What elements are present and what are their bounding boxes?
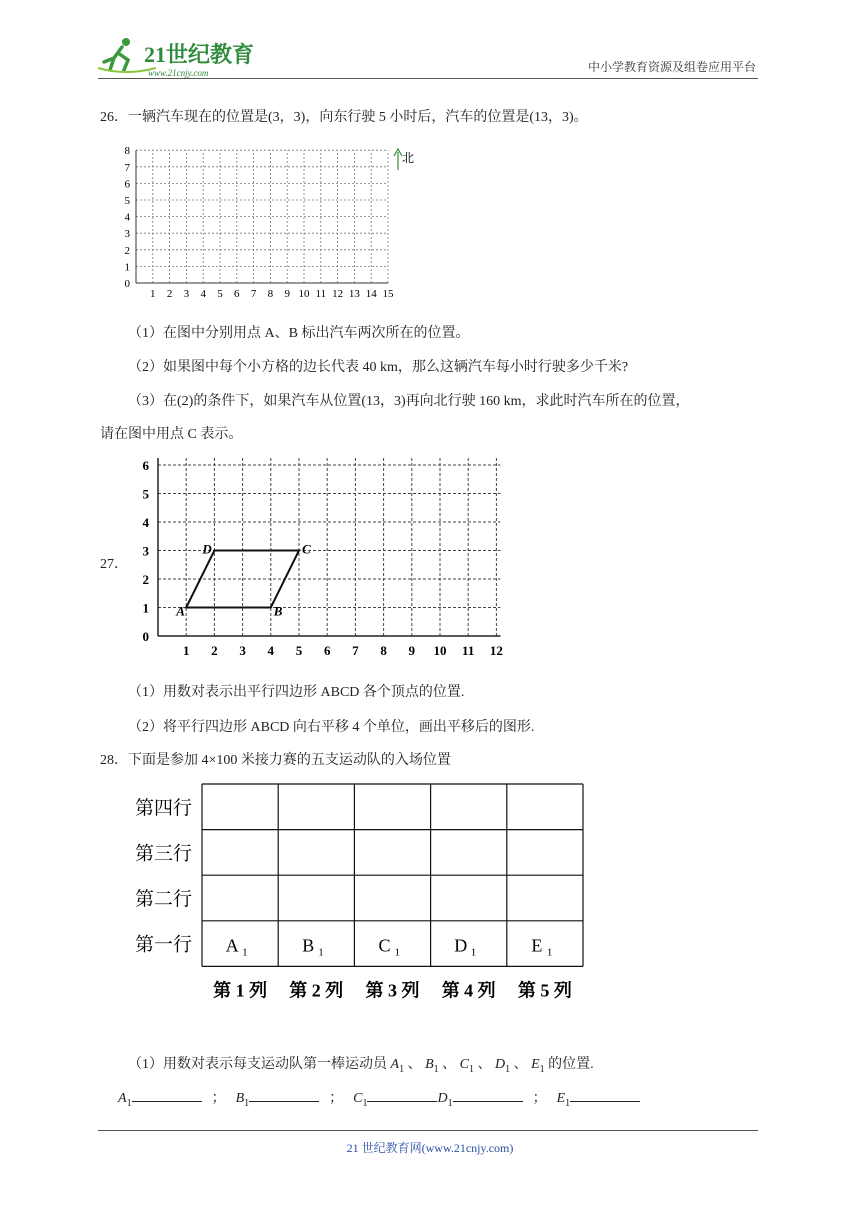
q27-sub1: （1）用数对表示出平行四边形 ABCD 各个顶点的位置. [128,685,465,700]
q27-sub2: （2）将平行四边形 ABCD 向右平移 4 个单位，画出平移后的图形. [128,720,535,735]
y-tick-label: 2 [142,572,149,587]
y-tick-label: 0 [124,278,130,290]
team-marker-subscript: 1 [318,946,324,959]
x-tick-label: 3 [239,643,246,658]
x-tick-label: 12 [489,643,503,658]
team-marker-subscript: 1 [242,946,248,959]
q27-grid [130,458,510,663]
row-label: 第二行 [134,889,192,910]
x-tick-label: 3 [183,288,190,300]
answer-label-c1: $C_1$ [353,1091,368,1109]
var-b1: $B_1$ [425,1057,439,1075]
row-label: 第一行 [134,934,192,956]
x-tick-label: 9 [408,643,416,658]
q28-sub1-vars [390,1057,549,1075]
separator: 、 [513,1057,528,1072]
team-marker-subscript: 1 [470,946,477,959]
logo-text: 21世纪教育 [144,42,255,67]
x-tick-label: 1 [150,288,156,300]
x-tick-label: 8 [380,643,387,658]
north-label: 北 [402,151,415,165]
y-tick-label: 1 [124,261,130,274]
team-marker-d: D [454,935,468,956]
answer-blank-a1[interactable] [132,1089,202,1102]
y-tick-label: 7 [124,161,130,174]
answer-label-a1: $A_1$ [118,1091,132,1109]
x-tick-label: 1 [182,643,190,658]
x-tick-label: 5 [217,288,223,300]
x-tick-label: 11 [462,643,475,658]
x-tick-label: 6 [323,643,331,658]
separator: 、 [477,1057,492,1072]
q28-stem: 28．下面是参加 4×100 米接力赛的五支运动队的入场位置 [100,753,451,768]
x-tick-label: 10 [433,643,447,658]
answer-blank-e1[interactable] [570,1089,640,1102]
x-tick-label: 12 [332,288,344,300]
team-marker-subscript: 1 [546,946,553,959]
y-tick-label: 5 [124,195,130,207]
q26-sub2: （2）如果图中每个小方格的边长代表 40 km，那么这辆汽车每小时行驶多少千米? [128,360,629,375]
q26-sub3a: （3）在(2)的条件下，如果汽车从位置(13，3)再向北行驶 160 km，求此时汽车所在的位置， [128,394,690,409]
vertex-label-b: B [273,603,283,619]
y-tick-label: 0 [142,629,149,644]
separator: ； [329,1091,344,1106]
var-d1: $D_1$ [494,1057,511,1075]
var-c1: $C_1$ [459,1057,474,1075]
team-marker-b: B [302,935,315,956]
column-label: 第 2 列 [289,980,344,1001]
y-tick-label: 6 [124,178,130,191]
var-a1: $A_1$ [390,1057,405,1075]
column-label: 第 3 列 [365,980,420,1001]
x-tick-label: 9 [284,288,290,300]
y-tick-label: 3 [124,228,130,241]
q26-grid [118,140,428,305]
header-divider [98,78,758,79]
separator: ； [532,1091,547,1106]
x-tick-label: 2 [211,643,218,658]
y-tick-label: 4 [124,211,130,224]
separator: 、 [442,1057,457,1072]
footer-text: 21 世纪教育网(www.21cnjy.com) [346,1141,514,1155]
team-marker-e: E [531,935,543,956]
q28-table [122,780,592,1005]
x-tick-label: 11 [315,288,327,300]
y-tick-label: 6 [142,458,149,473]
y-tick-label: 1 [142,600,149,616]
row-label: 第三行 [134,843,192,865]
q28-answer-blanks [118,1087,640,1109]
footer-divider [98,1130,758,1131]
column-label: 第 5 列 [517,980,572,1001]
y-tick-label: 4 [142,515,149,530]
y-tick-label: 8 [124,145,130,158]
q26-stem: 26．一辆汽车现在的位置是(3，3)，向东行驶 5 小时后，汽车的位置是(13，3)。 [100,110,588,125]
vertex-label-c: C [302,541,311,557]
x-tick-label: 7 [352,643,359,658]
x-tick-label: 4 [200,288,206,300]
column-label: 第 1 列 [213,980,268,1001]
x-tick-label: 5 [295,643,303,658]
answer-label-d1: $D_1$ [437,1091,453,1109]
vertex-label-d: D [202,541,212,557]
x-tick-label: 8 [267,288,274,300]
q27-number: 27． [100,557,128,572]
q28-sub1 [128,1053,594,1075]
q28-sub1-pre: （1）用数对表示每支运动队第一棒运动员 [128,1057,387,1072]
column-label: 第 4 列 [441,980,496,1001]
site-logo [96,34,296,80]
y-tick-label: 3 [142,543,149,559]
vertex-label-a: A [176,603,185,619]
y-tick-label: 2 [124,244,130,257]
q26-sub1: （1）在图中分别用点 A、B 标出汽车两次所在的位置。 [128,326,470,341]
x-tick-label: 4 [267,643,275,658]
x-tick-label: 6 [234,288,240,300]
y-tick-label: 5 [142,486,149,502]
separator: ； [211,1091,226,1106]
answer-blank-c1[interactable] [367,1089,437,1102]
answer-blank-b1[interactable] [249,1089,319,1102]
q26-sub3b: 请在图中用点 C 表示。 [100,427,243,442]
team-marker-a: A [225,935,239,956]
logo-url: www.21cnjy.com [148,68,209,78]
answer-label-b1: $B_1$ [235,1091,250,1109]
x-tick-label: 13 [348,288,360,300]
var-e1: $E_1$ [531,1057,545,1075]
header-platform-text: 中小学教育资源及组卷应用平台 [587,60,756,74]
q28-sub1-post: 的位置. [548,1057,594,1072]
answer-label-e1: $E_1$ [556,1091,571,1109]
x-tick-label: 15 [382,288,394,300]
x-tick-label: 7 [250,288,257,300]
team-marker-c: C [378,935,391,956]
x-tick-label: 10 [298,288,310,300]
row-label: 第四行 [134,797,192,819]
answer-blank-d1[interactable] [453,1089,523,1102]
x-tick-label: 2 [166,288,173,300]
team-marker-subscript: 1 [394,946,400,959]
separator: 、 [407,1057,422,1072]
x-tick-label: 14 [365,288,377,300]
